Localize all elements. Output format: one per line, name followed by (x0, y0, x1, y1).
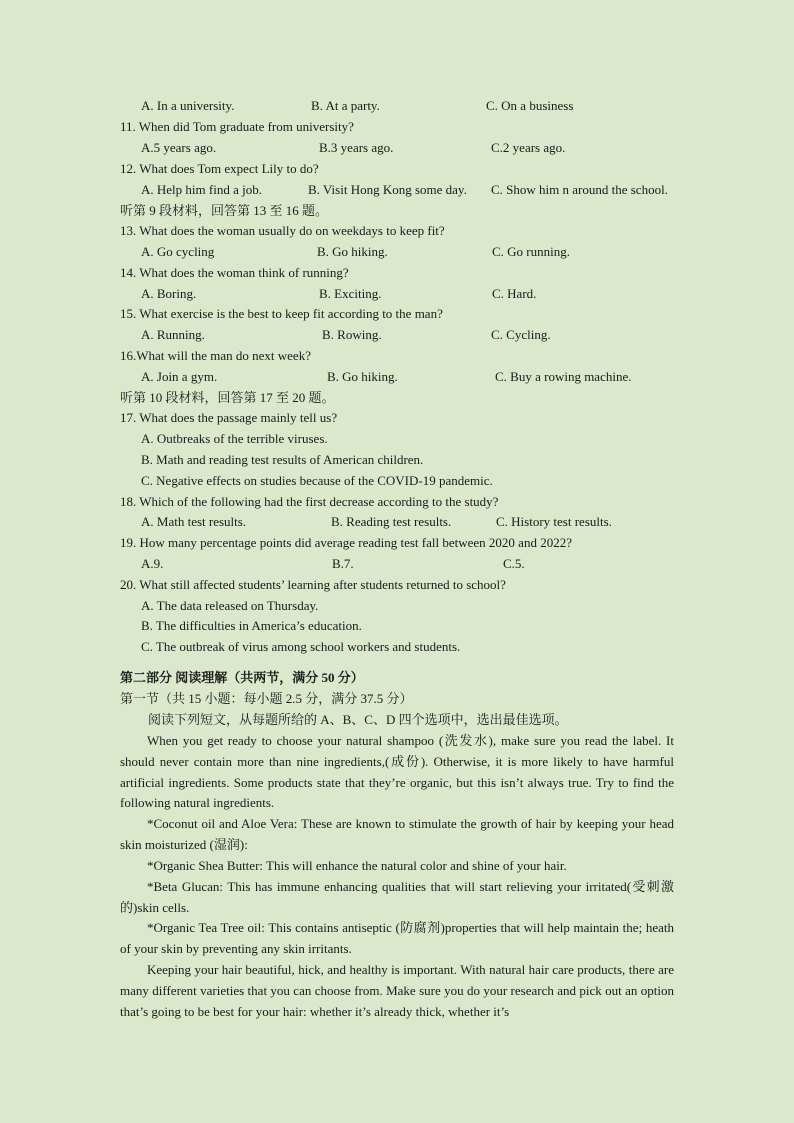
q13-question: 13. What does the woman usually do on weekdays to keep fit? (120, 223, 445, 238)
q13-options (0, 244, 794, 260)
q11-option-c: C.2 years ago. (491, 140, 566, 155)
passage-paragraph-6-text: Keeping your hair beautiful, hick, and healthy is important. With natural hair care products, there are many different varieties that you can choose from. Make sure you do your research and pick out an option that’s going to be best for your hair: whether it’s already thick, whether it’s (120, 962, 674, 1019)
section-9-heading: 听第 9 段材料，回答第 13 至 16 题。 (120, 203, 329, 218)
q16-option-b: B. Go hiking. (327, 369, 398, 384)
q10-option-b: B. At a party. (311, 98, 380, 113)
q19-option-c: C.5. (503, 556, 525, 571)
q15-option-a: A. Running. (141, 327, 205, 342)
q16-option-c: C. Buy a rowing machine. (495, 369, 632, 384)
q13-option-a: A. Go cycling (141, 244, 215, 259)
q14-option-b: B. Exciting. (319, 286, 382, 301)
q10-options (0, 98, 794, 114)
q16-options (0, 369, 794, 385)
q20-question: 20. What still affected students’ learning after students returned to school? (120, 577, 506, 592)
section-10-heading: 听第 10 段材料，回答第 17 至 20 题。 (120, 390, 335, 405)
passage-paragraph-4 (120, 877, 674, 919)
passage-paragraph-2-text: *Coconut oil and Aloe Vera: These are known to stimulate the growth of hair by keeping your head skin moisturized (湿润): (120, 816, 674, 852)
q19-options (0, 556, 794, 572)
q15-options (0, 327, 794, 343)
passage-paragraph-2 (120, 814, 674, 856)
q15-question: 15. What exercise is the best to keep fit according to the man? (120, 306, 443, 321)
q18-options (0, 514, 794, 530)
q20-option-c: C. The outbreak of virus among school workers and students. (141, 639, 461, 654)
q18-option-a: A. Math test results. (141, 514, 247, 529)
passage-paragraph-1-text: When you get ready to choose your natural shampoo (洗发水), make sure you read the label. It should never contain more than nine ingredients,(成份). Otherwise, it is more likely to have harmful artificial ingredients. Some products state that they’re organic, but this isn’t always true. Try to find the following natural ingredients. (120, 733, 674, 811)
q12-option-c: C. Show him n around the school. (491, 182, 668, 197)
q17-option-b: B. Math and reading test results of American children. (141, 452, 424, 467)
q14-option-a: A. Boring. (141, 286, 197, 301)
q18-option-c: C. History test results. (496, 514, 612, 529)
q15-option-b: B. Rowing. (322, 327, 382, 342)
q10-option-c: C. On a business (486, 98, 574, 113)
q17-option-a: A. Outbreaks of the terrible viruses. (141, 431, 328, 446)
passage-paragraph-1 (120, 731, 674, 814)
q19-option-b: B.7. (332, 556, 354, 571)
q13-option-c: C. Go running. (492, 244, 570, 259)
q18-option-b: B. Reading test results. (331, 514, 452, 529)
section-1-title: 第一节（共 15 小题：每小题 2.5 分，满分 37.5 分） (120, 691, 413, 706)
q18-question: 18. Which of the following had the first decrease according to the study? (120, 494, 499, 509)
q12-options (0, 182, 794, 198)
reading-instruction: 阅读下列短文，从每题所给的 A、B、C、D 四个选项中，选出最佳选项。 (148, 712, 568, 727)
q11-option-a: A.5 years ago. (141, 140, 217, 155)
q17-question: 17. What does the passage mainly tell us? (120, 410, 338, 425)
q12-option-b: B. Visit Hong Kong some day. (308, 182, 467, 197)
q11-question: 11. When did Tom graduate from university? (120, 119, 354, 134)
q12-option-a: A. Help him find a job. (141, 182, 262, 197)
q16-option-a: A. Join a gym. (141, 369, 218, 384)
q14-question: 14. What does the woman think of running? (120, 265, 349, 280)
q15-option-c: C. Cycling. (491, 327, 551, 342)
q11-options (0, 140, 794, 156)
q10-option-a: A. In a university. (141, 98, 235, 113)
q17-option-c: C. Negative effects on studies because of the COVID-19 pandemic. (141, 473, 493, 488)
q14-option-c: C. Hard. (492, 286, 537, 301)
q12-question: 12. What does Tom expect Lily to do? (120, 161, 319, 176)
passage-paragraph-3-text: *Organic Shea Butter: This will enhance the natural color and shine of your hair. (147, 858, 567, 873)
q19-question: 19. How many percentage points did average reading test fall between 2020 and 2022? (120, 535, 572, 550)
passage-paragraph-6 (120, 960, 674, 1022)
q14-options (0, 286, 794, 302)
q19-option-a: A.9. (141, 556, 164, 571)
passage-paragraph-3 (120, 856, 674, 877)
q20-option-b: B. The difficulties in America’s education. (141, 618, 362, 633)
passage-paragraph-5-text: *Organic Tea Tree oil: This contains antiseptic (防腐剂)properties that will help maintain the; heath of your skin by preventing any skin irritants. (120, 920, 674, 956)
q11-option-b: B.3 years ago. (319, 140, 394, 155)
q13-option-b: B. Go hiking. (317, 244, 388, 259)
q16-question: 16.What will the man do next week? (120, 348, 311, 363)
passage-paragraph-5 (120, 918, 674, 960)
passage-paragraph-4-text: *Beta Glucan: This has immune enhancing qualities that will start relieving your irritated(受刺激的)skin cells. (120, 879, 674, 915)
q20-option-a: A. The data released on Thursday. (141, 598, 319, 613)
part-2-title: 第二部分 阅读理解（共两节，满分 50 分） (120, 670, 364, 685)
